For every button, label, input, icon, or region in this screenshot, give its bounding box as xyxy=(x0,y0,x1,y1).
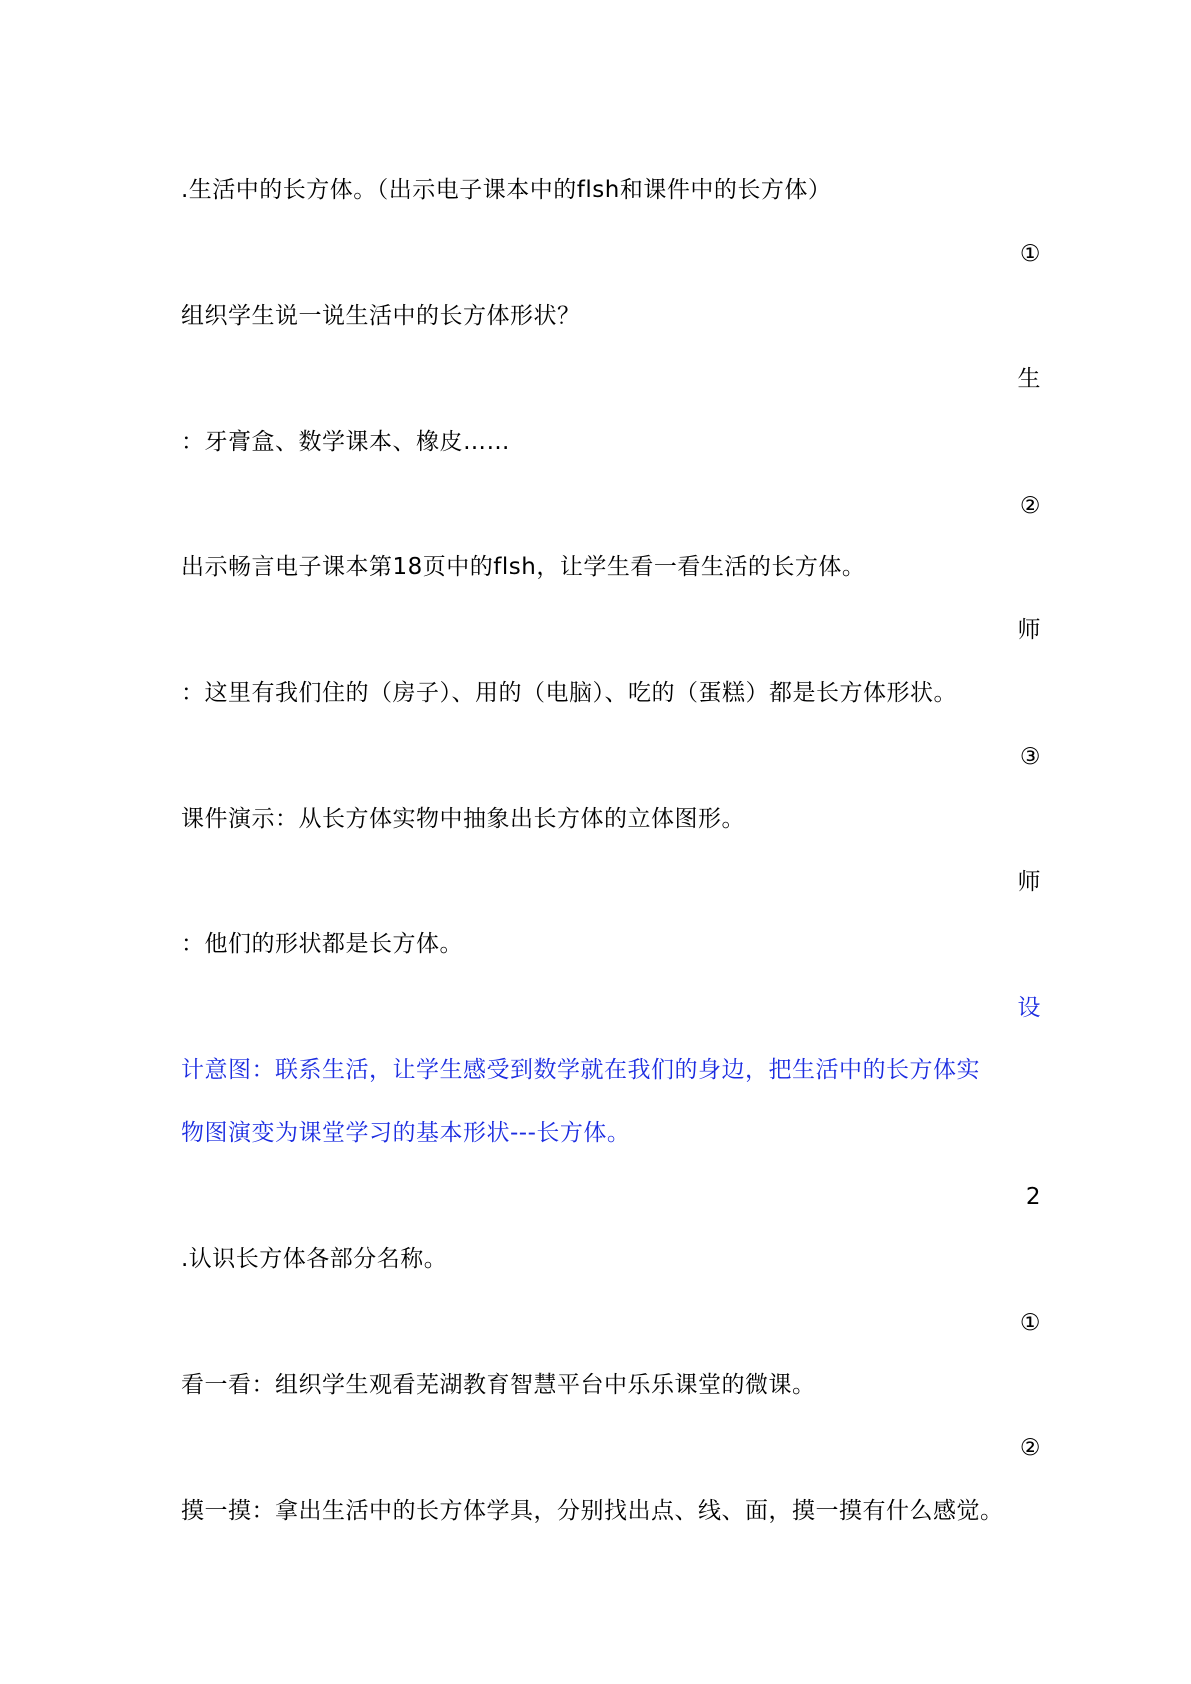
marker-design: 设 xyxy=(1017,995,1041,1021)
marker-circled-2: ② xyxy=(1019,493,1041,519)
paragraph-show-ebook: 出示畅言电子课本第18页中的flsh，让学生看一看生活的长方体。 xyxy=(181,554,866,580)
marker-student: 生 xyxy=(1017,366,1041,392)
paragraph-design-intent-1: 计意图：联系生活，让学生感受到数学就在我们的身边，把生活中的长方体实 xyxy=(181,1057,980,1083)
paragraph-recognize-parts: .认识长方体各部分名称。 xyxy=(181,1246,448,1272)
paragraph-touch-cuboid: 摸一摸：拿出生活中的长方体学具，分别找出点、线、面，摸一摸有什么感觉。 xyxy=(181,1498,1004,1524)
marker-circled-2b: ② xyxy=(1019,1435,1041,1461)
paragraph-life-cuboid: .生活中的长方体。（出示电子课本中的flsh和课件中的长方体） xyxy=(181,177,832,203)
paragraph-student-answer: ：牙膏盒、数学课本、橡皮…… xyxy=(181,429,510,455)
paragraph-teacher-explain: ：这里有我们住的（房子）、用的（电脑）、吃的（蛋糕）都是长方体形状。 xyxy=(181,680,957,706)
paragraph-courseware-demo: 课件演示：从长方体实物中抽象出长方体的立体图形。 xyxy=(181,806,745,832)
marker-circled-1: ① xyxy=(1019,241,1041,267)
paragraph-watch-video: 看一看：组织学生观看芜湖教育智慧平台中乐乐课堂的微课。 xyxy=(181,1372,816,1398)
paragraph-teacher-summary: ：他们的形状都是长方体。 xyxy=(181,931,463,957)
marker-section-2: 2 xyxy=(1025,1184,1041,1210)
marker-teacher-2: 师 xyxy=(1017,869,1041,895)
paragraph-design-intent-2: 物图演变为课堂学习的基本形状---长方体。 xyxy=(181,1120,631,1146)
marker-teacher: 师 xyxy=(1017,617,1041,643)
marker-circled-3: ③ xyxy=(1019,744,1041,770)
paragraph-organize-discussion: 组织学生说一说生活中的长方体形状？ xyxy=(181,303,581,329)
marker-circled-1b: ① xyxy=(1019,1310,1041,1336)
